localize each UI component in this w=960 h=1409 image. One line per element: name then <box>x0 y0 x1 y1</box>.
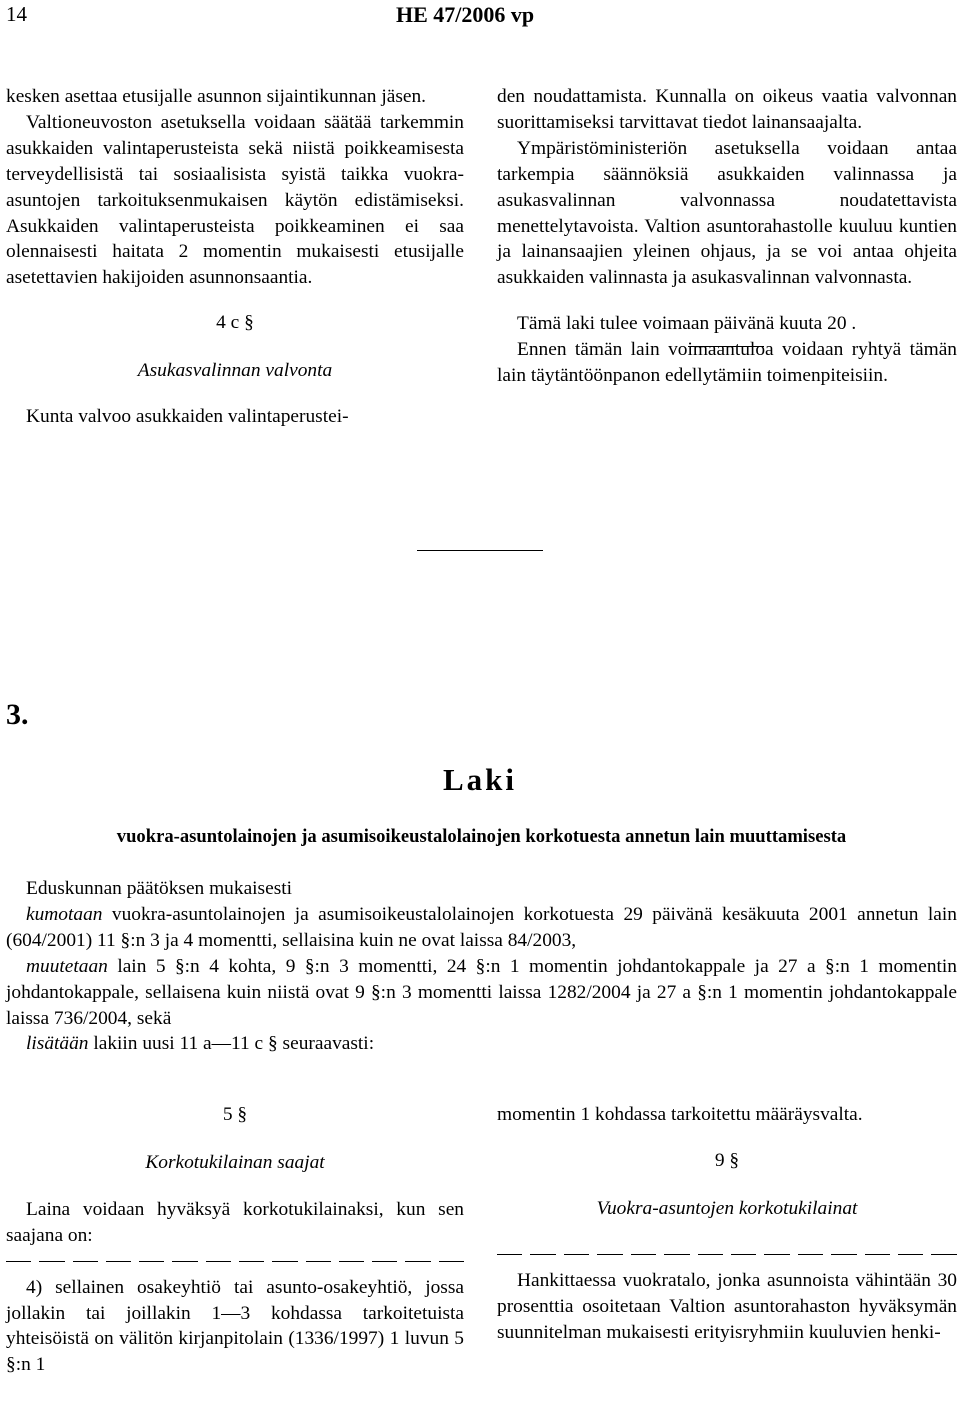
right-column-bottom <box>497 1102 957 1345</box>
document-id: HE 47/2006 vp <box>396 2 535 27</box>
paragraph: momentin 1 kohdassa tarkoitettu määräysvalta. <box>497 1104 863 1125</box>
section-title: Asukasvalinnan valvonta <box>137 360 333 382</box>
paragraph: den noudattamista. Kunnalla on oikeus vaatia valvonnan suorittamiseksi tarvittavat tiedot lainansaajalta. <box>497 86 957 133</box>
section-number: 4 c § <box>216 312 254 334</box>
paragraph: Tämä laki tulee voimaan päivänä kuuta 20 . <box>517 313 857 335</box>
paragraph: Eduskunnan päätöksen mukaisesti <box>26 878 293 899</box>
section-number: 5 § <box>222 1104 248 1125</box>
page-number: 14 <box>6 2 27 26</box>
omission-dashes <box>497 1242 957 1268</box>
paragraph: Valtioneuvoston asetuksella voidaan säätää tarkemmin asukkaiden valintaperusteista sekä niistä poikkeamisesta terveydellisistä tai sosiaalisista syistä taikka vuokra-asuntojen tarkoituksenmukaisen käytön edistämiseksi. Asukkaiden valintaperusteista poikkeaminen ei saa olennaisesti haitata 2 momentin mukaisesti etusijalle asetettavien hakijoiden asunnonsaantia. <box>6 111 464 289</box>
divider <box>688 346 764 347</box>
paragraph: Hankittaessa vuokratalo, jonka asunnoista vähintään 30 prosenttia osoitetaan Valtion asuntorahaston hyväksymän suunnitelman mukaisesti erityisryhmiin kuuluvien henki- <box>497 1269 957 1343</box>
divider <box>417 550 543 551</box>
section-title: Korkotukilainan saajat <box>145 1151 325 1173</box>
keyword: lisätään <box>26 1033 89 1055</box>
left-column-bottom <box>6 1102 464 1378</box>
law-subtitle: vuokra-asuntolainojen ja asumisoikeustalolainojen korkotuesta annetun lain muuttamisesta <box>116 826 847 847</box>
paragraph: Ympäristöministeriön asetuksella voidaan antaa tarkempia säännöksiä asukkaiden valinnassa ja asukasvalinnan valvonnassa noudatettavista menettelytavoista. Valtion asuntorahastolle kuuluu kuntien ja lainansaajien yleinen ohjaus, ja se voi antaa ohjeita asukkaiden valinnasta ja asukasvalinnan valvonnasta. <box>497 137 957 289</box>
text: lain 5 §:n 4 kohta, 9 §:n 3 momentti, 24 §:n 1 momentin johdantokappale ja 27 a §:n 1 momentin johdantokappale, sellaisena kuin niistä ovat 9 §:n 3 momentti laissa 1282/2004 ja 27 a §:n 1 momentin johdantokappale laissa 736/2004, sekä <box>6 955 957 1029</box>
law-heading: Laki <box>442 762 518 797</box>
section-title: Vuokra-asuntojen korkotukilainat <box>596 1197 858 1219</box>
section-number: 9 § <box>714 1149 740 1171</box>
paragraph <box>6 1031 957 1057</box>
paragraph: Ennen tämän lain voimaantuloa voidaan ryhtyä tämän lain täytäntöönpanon edellytämiin toimenpiteisiin. <box>497 339 957 387</box>
text: lakiin uusi 11 a—11 c § seuraavasti: <box>88 1033 375 1055</box>
paragraph: Laina voidaan hyväksyä korkotukilainaksi, kun sen saajana on: <box>6 1198 464 1246</box>
law-intro <box>6 876 957 1057</box>
right-column-top <box>497 84 957 389</box>
paragraph: Kunta valvoo asukkaiden valintaperustei- <box>26 406 349 428</box>
paragraph <box>6 954 957 1032</box>
text: vuokra-asuntolainojen ja asumisoikeustalolainojen korkotuesta 29 päivänä kesäkuuta 2001 annetun lain (604/2001) 11 §:n 3 ja 4 momentti, sellaisina kuin ne ovat laissa 84/2003, <box>6 903 957 951</box>
keyword: muutetaan <box>26 955 108 977</box>
paragraph: kesken asettaa etusijalle asunnon sijaintikunnan jäsen. <box>6 86 427 107</box>
left-column-top <box>6 84 464 430</box>
keyword: kumotaan <box>26 903 103 925</box>
omission-dashes <box>6 1249 464 1275</box>
paragraph: 4) sellainen osakeyhtiö tai asunto-osakeyhtiö, jossa jollakin tai joillakin 1—3 kohdassa tarkoitetuista yhteisöistä on välitön kirjanpitolain (1336/1997) 1 luvun 5 §:n 1 <box>6 1276 464 1376</box>
paragraph <box>6 902 957 954</box>
law-number: 3. <box>6 698 29 731</box>
